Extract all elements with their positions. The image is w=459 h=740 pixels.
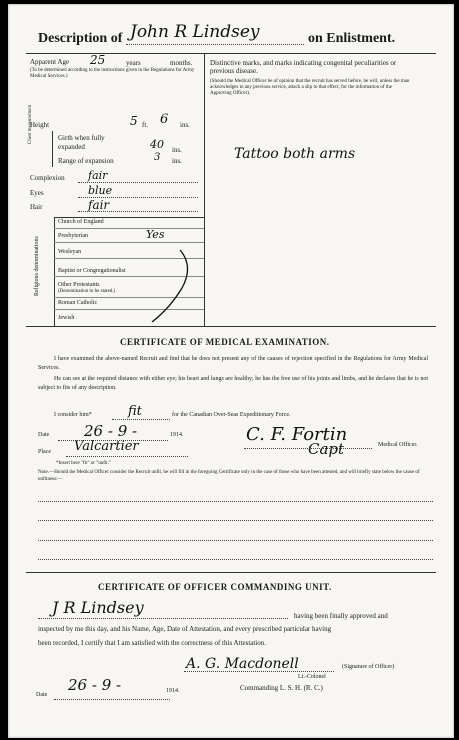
commanding-rank-line: Lt.-Colonel: [298, 674, 326, 680]
commanding-text-1: having been finally approved and: [294, 612, 388, 620]
name-dotted-line: [126, 44, 304, 45]
height-ft-unit: ft.: [142, 121, 149, 129]
consider-line: [112, 419, 170, 420]
consider-tail: for the Canadian Over-Seas Expeditionary Force.: [172, 412, 291, 418]
chest-label: Chest measurement: [28, 104, 33, 144]
religion-other-note: (Denomination to be stated.): [58, 289, 116, 294]
commanding-date-value: 26 - 9 -: [68, 676, 122, 694]
medical-officer-signature: C. F. Fortin: [246, 424, 348, 445]
medical-date-label: Date: [38, 432, 50, 438]
commanding-title: CERTIFICATE OF OFFICER COMMANDING UNIT.: [98, 582, 332, 592]
complexion-value: fair: [88, 169, 108, 182]
girth-value: 40: [150, 138, 164, 151]
medical-officer-rank: Capt: [308, 440, 345, 458]
column-divider: [204, 53, 205, 326]
age-unit: years: [126, 59, 141, 67]
height-in-value: 6: [160, 112, 169, 127]
height-ft-value: 5: [130, 114, 138, 128]
header-suffix: on Enlistment.: [308, 31, 396, 46]
girth-unit: ins.: [172, 146, 182, 154]
insert-note: *Insert here "fit" or "unfit.": [56, 461, 111, 466]
unfit-line-3: [38, 540, 433, 541]
commanding-sig-label: (Signature of Officer): [342, 664, 395, 670]
religion-row-rule: [54, 242, 204, 243]
unfit-line-1: [38, 501, 433, 502]
commanding-name-line: [38, 618, 288, 619]
complexion-label: Complexion: [30, 174, 65, 182]
marks-handwritten: Tattoo both arms: [234, 146, 356, 162]
range-label: Range of expansion: [58, 157, 114, 165]
commanding-text-3: been recorded, I certify that I am satisfied with the correctness of this Attestation.: [38, 639, 267, 647]
eyes-label: Eyes: [30, 189, 44, 197]
eyes-value: blue: [88, 184, 113, 197]
commanding-date-line: [54, 699, 170, 700]
section-rule-1: [26, 326, 436, 327]
religion-church-of-england: Church of England: [58, 219, 104, 225]
height-label: Height: [30, 121, 50, 129]
months-unit: months.: [170, 59, 193, 67]
commanding-date-label: Date: [36, 692, 48, 698]
religion-jewish: Jewish: [58, 315, 75, 321]
commanding-sig-line: [184, 671, 334, 672]
medical-officer-line: [244, 448, 372, 449]
commanding-text-2: inspected by me this day, and his Name, Age, Date of Attestation, and every prescribed particular having: [38, 625, 332, 633]
commanding-recruit-name: J R Lindsey: [52, 598, 144, 617]
medical-officer-label: Medical Officer.: [378, 442, 418, 448]
age-label: Apparent Age: [30, 58, 70, 66]
medical-title: CERTIFICATE OF MEDICAL EXAMINATION.: [120, 337, 330, 347]
medical-date-year: 1914.: [170, 432, 184, 438]
religion-top-rule: [54, 217, 204, 218]
height-in-unit: ins.: [180, 121, 190, 129]
medical-date-value: 26 - 9 -: [84, 422, 138, 440]
hair-line: [78, 211, 198, 212]
religion-mark: Yes: [146, 228, 165, 241]
religion-presbyterian: Presbyterian: [58, 233, 88, 239]
religion-strike-mark: [148, 248, 204, 326]
medical-para-1: I have examined the above-named Recruit and find that he does not present any of the causes of rejection specified in the Regulations for Army Medical Services.: [38, 356, 428, 371]
religion-baptist: Baptist or Congregationalist: [58, 268, 126, 274]
unfit-line-4: [38, 559, 433, 560]
medical-place-label: Place: [38, 449, 51, 455]
recruit-name-handwritten: John R Lindsey: [130, 22, 260, 42]
range-value: 3: [154, 152, 161, 163]
unfit-line-2: [38, 520, 433, 521]
marks-heading: Distinctive marks, and marks indicating congenital peculiarities or previous disease.: [210, 59, 397, 75]
range-unit: ins.: [172, 157, 182, 165]
girth-label: Girth when fully expanded: [58, 134, 105, 151]
header-rule: [26, 53, 436, 54]
medical-place-value: Valcartier: [74, 439, 139, 454]
header-prefix: Description of: [38, 31, 123, 46]
commanding-unit-line: Commanding L. S. H. (R. C.): [240, 684, 323, 692]
religion-other-protestants: Other Protestants: [58, 282, 100, 288]
commanding-date-year: 1914.: [166, 688, 180, 694]
religion-row-rule: [54, 228, 204, 229]
religion-label: Religious denominations: [34, 236, 40, 296]
medical-para-2: He can see at the required distance with either eye; his heart and lungs are healthy; he has the free use of his joints and limbs, and he declares that he is not subject to fits of any description.: [38, 376, 428, 391]
consider-value: fit: [128, 404, 142, 419]
age-note: (To be determined according to the instructions given in the Regulations for Army Medical Services.): [30, 68, 195, 79]
section-rule-2: [26, 572, 436, 573]
religion-roman-catholic: Roman Catholic: [58, 300, 98, 306]
medical-note: Note.—Should the Medical Officer consider the Recruit unfit, he will fill in the foregoing Certificate only in the case of those who have been attested, and will briefly state below the cause of unfitness:—: [38, 470, 420, 482]
chest-bracket: [52, 131, 53, 167]
attestation-sheet: [8, 4, 454, 738]
marks-note: (Should the Medical Officer be of opinion that the recruit has served before, he will, unless the man acknowledges to any previous service, attach a slip to that effect, for the information of the Approving Officer).: [210, 79, 410, 96]
consider-label: I consider him*: [54, 412, 92, 418]
hair-label: Hair: [30, 203, 43, 211]
age-value: 25: [90, 53, 106, 67]
religion-wesleyan: Wesleyan: [58, 249, 82, 255]
commanding-officer-signature: A. G. Macdonell: [186, 656, 299, 672]
medical-place-line: [66, 456, 188, 457]
complexion-line: [78, 182, 198, 183]
hair-value: fair: [88, 198, 110, 212]
